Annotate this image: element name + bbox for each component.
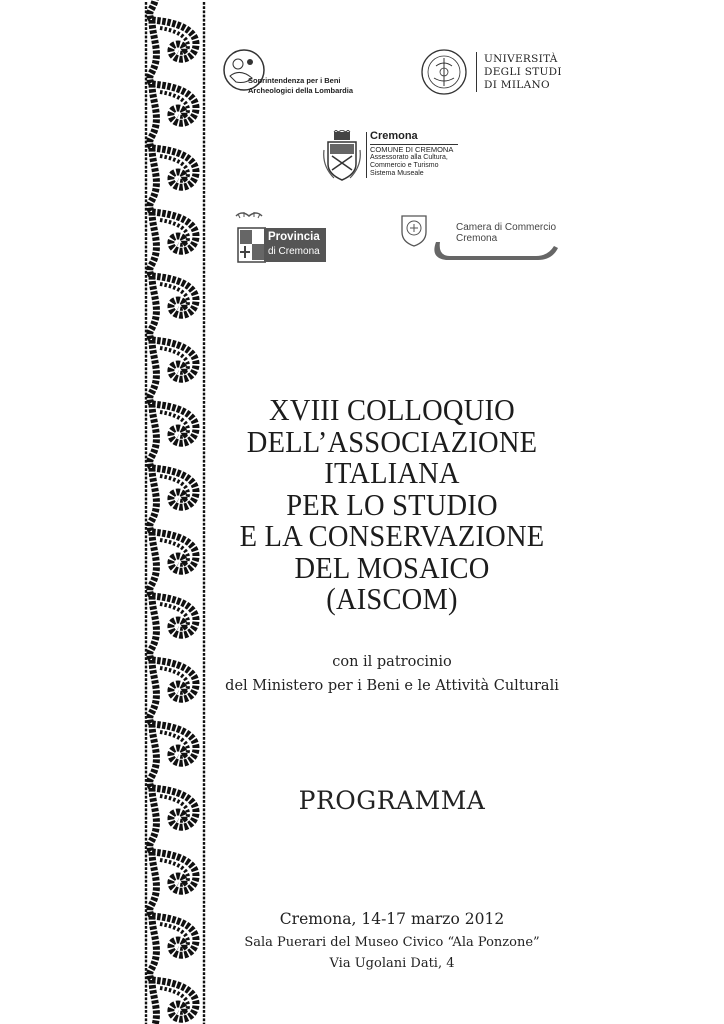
event-date: Cremona, 14-17 marzo 2012 [279, 910, 505, 928]
unimi-line1: UNIVERSITÀ [484, 53, 558, 65]
title-line-1: XVIII COLLOQUIO [269, 392, 515, 427]
unimi-logo [420, 44, 570, 100]
unimi-separator [476, 52, 477, 92]
provincia-cremona-logo [226, 208, 330, 266]
unimi-line3: DI MILANO [484, 79, 550, 91]
mosaic-wave-border [140, 0, 210, 1024]
title-line-5: E LA CONSERVAZIONE [239, 518, 545, 553]
cremona-line1: COMUNE DI CREMONA [370, 145, 454, 154]
camera-seal-icon [398, 212, 430, 248]
soprintendenza-line2: Archeologici della Lombardia [248, 86, 354, 95]
camera-line2: Cremona [456, 233, 498, 244]
provincia-line1: Provincia [268, 231, 320, 243]
title-line-2: DELL’ASSOCIAZIONE [246, 423, 538, 459]
patronage-text [214, 650, 570, 698]
title-line-4: PER LO STUDIO [286, 486, 498, 522]
patronage-line1: con il patrocinio [332, 654, 452, 670]
cremona-crest-icon [322, 130, 362, 184]
venue-line2: Via Ugolani Dati, 4 [329, 956, 455, 971]
soprintendenza-line1: Soprintendenza per i Beni [248, 76, 341, 85]
camera-line1: Camera di Commercio [456, 222, 557, 233]
cremona-separator [366, 132, 367, 178]
title-line-7: (AISCOM) [326, 581, 458, 616]
unimi-name [484, 53, 562, 92]
cremona-line3: Commercio e Turismo [370, 162, 439, 169]
comune-cremona-logo [322, 128, 472, 184]
event-details [214, 906, 570, 974]
cremona-heading: Cremona [370, 130, 418, 142]
provincia-crest-icon [232, 208, 266, 264]
title-line-6: DEL MOSAICO [294, 549, 490, 585]
unimi-seal-icon [420, 48, 468, 96]
cremona-line4: Sistema Museale [370, 170, 424, 177]
camera-commercio-logo [398, 210, 562, 266]
provincia-line2: di Cremona [268, 246, 320, 257]
program-heading: PROGRAMMA [298, 786, 486, 815]
soprintendenza-logo [222, 46, 362, 96]
camera-swoosh-icon [428, 238, 560, 264]
cremona-line2: Assessorato alla Cultura, [370, 154, 448, 161]
conference-title [228, 394, 556, 615]
provincia-name-box [264, 228, 326, 262]
patronage-line2: del Ministero per i Beni e le Attività Culturali [225, 678, 559, 694]
venue-line1: Sala Puerari del Museo Civico “Ala Ponzone” [244, 935, 540, 950]
title-line-3: ITALIANA [324, 455, 460, 490]
unimi-line2: DEGLI STUDI [484, 66, 562, 78]
